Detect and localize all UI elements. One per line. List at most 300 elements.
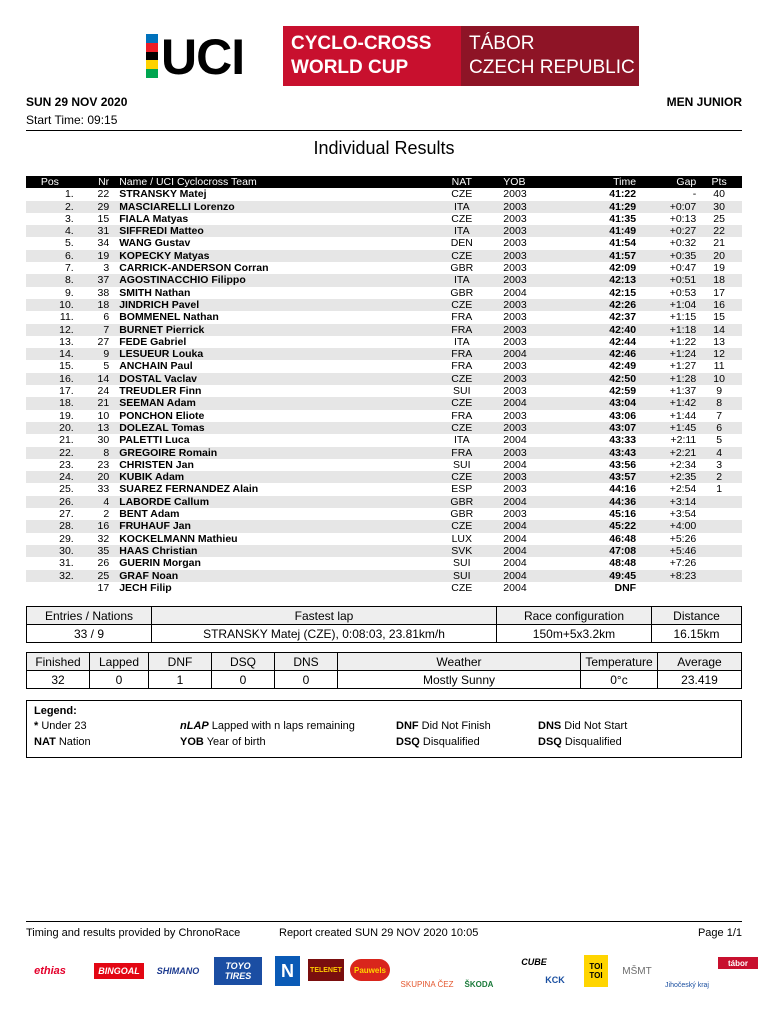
cell-nat: LUX: [451, 532, 473, 545]
cell-name: HAAS Christian: [114, 545, 420, 557]
cell-nr: 19: [74, 250, 114, 262]
sponsor-logo: ethias: [34, 965, 66, 977]
cell-gap: +5:46: [636, 545, 696, 557]
cell-pos: 11.: [59, 311, 74, 324]
table-row: [26, 496, 742, 508]
cell-gap: +0:32: [669, 237, 697, 250]
cell-nat: CZE: [420, 250, 503, 262]
cell-pos: 7.: [64, 262, 74, 275]
cell-pts: [696, 496, 742, 508]
cell-name: KOPECKY Matyas: [114, 250, 420, 262]
sponsor-logo: BINGOAL: [94, 963, 144, 979]
weather-value: Mostly Sunny: [338, 671, 581, 689]
cell-time: 47:08: [566, 545, 637, 557]
cell-pts: [696, 582, 742, 594]
cell-nr: 14: [74, 373, 114, 385]
table-row: [26, 225, 742, 237]
cell-nat: FRA: [451, 360, 473, 373]
cell-gap: +2:11: [670, 434, 697, 447]
cell-yob: 2004: [503, 458, 527, 471]
dsq-label: DSQ: [212, 653, 275, 671]
cell-gap: +0:51: [636, 274, 696, 286]
cell-time: 44:36: [566, 496, 637, 508]
cell-gap: +2:34: [669, 458, 697, 471]
cell-pos: 23.: [59, 458, 74, 471]
cell-nr: 33: [97, 483, 110, 496]
cell-nat: ITA: [420, 201, 503, 213]
cell-pos: 22.: [26, 447, 74, 459]
report-created: Report created SUN 29 NOV 2020 10:05: [279, 927, 479, 939]
legend-nat: NAT Nation: [34, 736, 91, 748]
cell-nat: CZE: [420, 299, 503, 311]
cell-name: FEDE Gabriel: [119, 335, 187, 348]
cell-name: SEEMAN Adam: [114, 397, 420, 409]
cell-nat: FRA: [420, 348, 503, 360]
cell-name: AGOSTINACCHIO Filippo: [114, 274, 420, 286]
cell-yob: 2003: [503, 471, 565, 483]
cell-yob: 2003: [503, 324, 565, 336]
table-row: [26, 434, 742, 446]
cell-time: 42:26: [566, 299, 637, 311]
cell-yob: 2003: [503, 212, 527, 225]
cell-name: SMITH Nathan: [119, 286, 191, 299]
cell-time: 43:43: [566, 447, 637, 459]
cell-pts: 9: [716, 385, 723, 398]
dnf-label: DNF: [149, 653, 212, 671]
cell-name: SIFFREDI Matteo: [114, 225, 420, 237]
cell-name: TREUDLER Finn: [119, 385, 202, 398]
legend-dnf: DNF Did Not Finish: [396, 720, 491, 732]
cell-gap: +0:13: [669, 212, 697, 225]
banner-line-4: CZECH REPUBLIC: [469, 57, 635, 78]
average-label: Average: [658, 653, 742, 671]
cell-name: BOMMENEL Nathan: [119, 311, 219, 324]
finished-label: Finished: [27, 653, 90, 671]
legend-dns: DNS Did Not Start: [538, 720, 628, 732]
cell-yob: 2003: [503, 250, 565, 262]
banner-line-1: CYCLO-CROSS: [291, 33, 432, 54]
cell-nr: 25: [74, 570, 114, 582]
cell-nr: 27: [97, 335, 110, 348]
cell-name: PALETTI Luca: [119, 434, 190, 447]
cell-pos: 17.: [59, 385, 74, 398]
cell-nat: ITA: [454, 335, 470, 348]
table-row: [26, 483, 742, 495]
cell-nat: FRA: [451, 311, 473, 324]
sponsor-logo: CUBE: [521, 957, 547, 967]
table-row: [26, 447, 742, 459]
cell-pos: 13.: [59, 335, 74, 348]
cell-gap: +2:21: [636, 447, 696, 459]
cell-yob: 2003: [503, 360, 527, 373]
cell-time: 41:54: [609, 237, 637, 250]
average-value: 23.419: [658, 671, 742, 689]
cell-pos: 20.: [26, 422, 74, 434]
cell-yob: 2004: [503, 570, 565, 582]
cell-time: 43:57: [566, 471, 637, 483]
cell-gap: +0:47: [669, 262, 697, 275]
cell-gap: +1:27: [669, 360, 697, 373]
weather-label: Weather: [338, 653, 581, 671]
cell-pts: 13: [713, 335, 725, 348]
cell-gap: +1:45: [636, 422, 696, 434]
cell-pts: 4: [696, 447, 742, 459]
temperature-value: 0°c: [581, 671, 658, 689]
sponsor-logo: N: [275, 956, 300, 986]
cell-gap: +1:24: [636, 348, 696, 360]
table-row: [26, 471, 742, 483]
cell-yob: 2003: [503, 201, 565, 213]
cell-gap: +2:35: [636, 471, 696, 483]
cell-nat: ESP: [451, 483, 473, 496]
cell-nr: 37: [74, 274, 114, 286]
cell-nat: SUI: [453, 458, 471, 471]
cell-nr: 16: [74, 520, 114, 532]
col-name: Name / UCI Cyclocross Team: [114, 176, 420, 188]
cell-pts: 5: [716, 434, 723, 447]
sponsor-logo: ŠKODA: [464, 980, 494, 989]
cell-time: 41:57: [566, 250, 637, 262]
race-stats-table: [26, 652, 742, 689]
rainbow-stripes: [146, 34, 158, 78]
legend-box: [26, 700, 742, 758]
cell-nr: 13: [74, 422, 114, 434]
cell-pts: 25: [713, 212, 725, 225]
cell-nat: CZE: [420, 471, 503, 483]
cell-nat: SUI: [453, 385, 471, 398]
table-row: [26, 250, 742, 262]
cell-time: 42:46: [566, 348, 637, 360]
cell-gap: +1:44: [669, 409, 697, 422]
cell-pts: [696, 557, 742, 569]
sponsor-logo: tábor: [718, 957, 758, 969]
cell-nat: CZE: [420, 373, 503, 385]
cell-yob: 2003: [503, 311, 527, 324]
cell-pos: [26, 582, 74, 594]
cell-nr: 5: [103, 360, 110, 373]
cell-yob: 2003: [503, 373, 565, 385]
cell-time: 41:49: [566, 225, 637, 237]
uci-logo: [143, 26, 283, 86]
cell-yob: 2003: [503, 274, 565, 286]
cell-pts: 2: [696, 471, 742, 483]
table-row: [26, 557, 742, 569]
cell-yob: 2004: [503, 397, 565, 409]
cell-name: BENT Adam: [119, 508, 180, 521]
table-row: [26, 348, 742, 360]
cell-pos: 4.: [26, 225, 74, 237]
col-nat: NAT: [420, 176, 503, 188]
cell-pts: 11: [713, 360, 725, 373]
cell-yob: 2003: [503, 262, 527, 275]
cell-gap: +1:42: [636, 397, 696, 409]
cell-nr: 31: [74, 225, 114, 237]
cell-nr: 23: [97, 458, 110, 471]
cell-pts: [696, 533, 742, 545]
distance-label: Distance: [652, 607, 742, 625]
col-yob: YOB: [503, 176, 565, 188]
cell-pts: 19: [713, 262, 725, 275]
cell-pts: 22: [696, 225, 742, 237]
cell-time: 43:04: [566, 397, 637, 409]
cell-pos: 24.: [26, 471, 74, 483]
cell-pts: 16: [696, 299, 742, 311]
table-row: [26, 520, 742, 532]
cell-name: FIALA Matyas: [119, 212, 189, 225]
page-number: Page 1/1: [697, 927, 742, 939]
entries-label: Entries / Nations: [27, 607, 152, 625]
cell-time: 41:22: [609, 188, 637, 201]
cell-nat: CZE: [420, 422, 503, 434]
cell-name: PONCHON Eliote: [119, 409, 205, 422]
legend-dsq: DSQ Disqualified: [396, 736, 480, 748]
cell-name: GREGOIRE Romain: [114, 447, 420, 459]
cell-nr: 30: [97, 434, 110, 447]
cell-time: 43:33: [609, 434, 637, 447]
table-row: [26, 274, 742, 286]
cell-gap: +1:22: [669, 335, 697, 348]
cell-pos: 16.: [26, 373, 74, 385]
cell-time: 43:56: [609, 458, 637, 471]
cell-gap: +0:35: [636, 250, 696, 262]
cell-pos: 21.: [59, 434, 74, 447]
race-config-label: Race configuration: [497, 607, 652, 625]
cell-yob: 2004: [503, 581, 527, 594]
table-row: [26, 397, 742, 409]
cell-gap: +8:23: [636, 570, 696, 582]
cell-pos: 18.: [26, 397, 74, 409]
cell-nr: 29: [74, 201, 114, 213]
race-date: SUN 29 NOV 2020: [26, 95, 128, 109]
cell-nr: 3: [103, 262, 110, 275]
dns-value: 0: [275, 671, 338, 689]
cell-time: 45:16: [609, 508, 637, 521]
cell-pts: 40: [713, 188, 725, 201]
cell-gap: [636, 582, 696, 594]
cell-yob: 2003: [503, 299, 565, 311]
cell-yob: 2003: [503, 422, 565, 434]
cell-pos: 32.: [26, 570, 74, 582]
cell-yob: 2004: [503, 434, 527, 447]
cell-time: 45:22: [566, 520, 637, 532]
cell-time: 42:50: [566, 373, 637, 385]
cell-nr: 32: [97, 532, 110, 545]
banner-event-name: [283, 26, 461, 86]
cell-name: LABORDE Callum: [114, 496, 420, 508]
cell-yob: 2003: [503, 447, 565, 459]
cell-pts: 20: [696, 250, 742, 262]
cell-yob: 2003: [503, 237, 527, 250]
cell-yob: 2003: [503, 508, 527, 521]
cell-pos: 9.: [64, 286, 74, 299]
cell-gap: +1:04: [636, 299, 696, 311]
col-pts: Pts: [696, 176, 742, 188]
cell-nr: 35: [74, 545, 114, 557]
cell-nat: SUI: [453, 557, 471, 570]
cell-nr: 21: [74, 397, 114, 409]
cell-nr: 6: [103, 311, 110, 324]
start-time: Start Time: 09:15: [26, 113, 118, 127]
cell-nat: CZE: [451, 188, 473, 201]
cell-name: FRUHAUF Jan: [114, 520, 420, 532]
cell-pts: 21: [713, 237, 725, 250]
cell-pts: [696, 545, 742, 557]
banner-line-3: TÁBOR: [469, 33, 535, 54]
entries-value: 33 / 9: [27, 625, 152, 643]
cell-name: DOLEZAL Tomas: [114, 422, 420, 434]
table-row: [26, 336, 742, 348]
cell-time: 43:07: [566, 422, 637, 434]
cell-nat: FRA: [420, 324, 503, 336]
event-banner: [143, 26, 639, 86]
table-row: [26, 299, 742, 311]
sponsor-logo: MŠMT: [622, 965, 652, 977]
cell-pos: 27.: [59, 508, 74, 521]
cell-gap: +3:54: [669, 508, 697, 521]
race-config-value: 150m+5x3.2km: [497, 625, 652, 643]
cell-name: CARRICK-ANDERSON Corran: [119, 262, 269, 275]
results-table: [26, 176, 742, 594]
cell-nr: 7: [74, 324, 114, 336]
cell-time: 42:59: [609, 385, 637, 398]
sponsor-logo: Jihočeský kraj: [665, 982, 709, 989]
cell-name: MASCIARELLI Lorenzo: [114, 201, 420, 213]
cell-yob: 2003: [503, 225, 565, 237]
cell-nat: ITA: [454, 434, 470, 447]
cell-nr: 18: [74, 299, 114, 311]
cell-pos: 30.: [26, 545, 74, 557]
cell-yob: 2003: [503, 188, 527, 201]
distance-value: 16.15km: [652, 625, 742, 643]
cell-pos: 1.: [64, 188, 74, 201]
dns-label: DNS: [275, 653, 338, 671]
cell-nat: GBR: [450, 286, 474, 299]
cell-gap: +2:54: [669, 483, 697, 496]
cell-nat: SUI: [420, 570, 503, 582]
legend-nlap: nLAP Lapped with n laps remaining: [180, 720, 355, 732]
cell-nr: 26: [97, 557, 110, 570]
cell-gap: -: [692, 188, 697, 201]
table-row: [26, 213, 742, 225]
cell-nat: ITA: [420, 225, 503, 237]
table-row: [26, 324, 742, 336]
legend-yob: YOB Year of birth: [180, 736, 266, 748]
cell-pos: 10.: [26, 299, 74, 311]
sponsor-logo: TOYO TIRES: [214, 957, 262, 985]
cell-time: 42:49: [609, 360, 637, 373]
cell-gap: +0:07: [636, 201, 696, 213]
cell-time: 49:45: [566, 570, 637, 582]
cell-pos: 26.: [26, 496, 74, 508]
table-row: [26, 422, 742, 434]
cell-gap: +3:14: [636, 496, 696, 508]
table-row: [26, 188, 742, 200]
cell-gap: +7:26: [669, 557, 697, 570]
cell-pos: 25.: [59, 483, 74, 496]
col-time: Time: [566, 176, 637, 188]
cell-nr: 38: [97, 286, 110, 299]
cell-name: ANCHAIN Paul: [119, 360, 193, 373]
cell-gap: +1:37: [669, 385, 697, 398]
cell-name: LESUEUR Louka: [114, 348, 420, 360]
sponsor-logo: TELENET: [308, 959, 344, 981]
cell-yob: 2004: [503, 496, 565, 508]
cell-nat: ITA: [420, 274, 503, 286]
cell-pts: 17: [713, 286, 725, 299]
cell-time: DNF: [614, 581, 637, 594]
cell-time: 44:16: [609, 483, 637, 496]
col-pos: Pos: [26, 176, 74, 188]
cell-time: 41:29: [566, 201, 637, 213]
cell-yob: 2003: [503, 483, 527, 496]
table-row: [26, 287, 742, 299]
cell-pts: 3: [716, 458, 723, 471]
cell-pos: 14.: [26, 348, 74, 360]
cell-time: 42:09: [609, 262, 637, 275]
cell-pos: 29.: [59, 532, 74, 545]
cell-nr: 15: [97, 212, 110, 225]
banner-line-2: WORLD CUP: [291, 57, 409, 78]
col-gap: Gap: [636, 176, 696, 188]
cell-nr: 22: [97, 188, 110, 201]
results-body: [26, 188, 742, 594]
cell-nat: CZE: [451, 581, 473, 594]
table-row: [26, 373, 742, 385]
cell-nat: FRA: [420, 447, 503, 459]
cell-nat: CZE: [451, 212, 473, 225]
cell-pos: 3.: [64, 212, 74, 225]
cell-name: STRANSKY Matej: [119, 188, 207, 201]
sponsor-logo: SHIMANO: [156, 966, 200, 976]
cell-pos: 28.: [26, 520, 74, 532]
fastest-lap-label: Fastest lap: [152, 607, 497, 625]
cell-time: 42:37: [609, 311, 637, 324]
table-row: [26, 311, 742, 323]
lapped-value: 0: [90, 671, 149, 689]
lapped-label: Lapped: [90, 653, 149, 671]
cell-yob: 2004: [503, 545, 565, 557]
table-row: [26, 237, 742, 249]
cell-pos: 5.: [64, 237, 74, 250]
banner-location: [461, 26, 639, 86]
cell-yob: 2004: [503, 286, 527, 299]
cell-gap: +0:27: [636, 225, 696, 237]
page-title: Individual Results: [313, 138, 455, 158]
cell-nr: 2: [103, 508, 110, 521]
cell-nr: 4: [74, 496, 114, 508]
results-header-row: [26, 176, 742, 188]
fastest-lap-value: STRANSKY Matej (CZE), 0:08:03, 23.81km/h: [152, 625, 497, 643]
cell-nr: 34: [97, 237, 110, 250]
cell-pts: 1: [716, 483, 723, 496]
cell-nr: 24: [97, 385, 110, 398]
cell-name: WANG Gustav: [119, 237, 191, 250]
legend-u23: * Under 23: [34, 720, 87, 732]
cell-yob: 2004: [503, 532, 527, 545]
cell-pts: 10: [696, 373, 742, 385]
cell-pos: 2.: [26, 201, 74, 213]
cell-yob: 2004: [503, 348, 565, 360]
cell-name: JECH Filip: [119, 581, 172, 594]
cell-time: 46:48: [609, 532, 637, 545]
cell-name: GUERIN Morgan: [119, 557, 201, 570]
cell-time: 42:15: [609, 286, 637, 299]
cell-nat: GBR: [450, 262, 474, 275]
cell-gap: +1:15: [669, 311, 697, 324]
cell-nat: FRA: [451, 409, 473, 422]
cell-pts: 14: [696, 324, 742, 336]
cell-name: SUAREZ FERNANDEZ Alain: [119, 483, 259, 496]
